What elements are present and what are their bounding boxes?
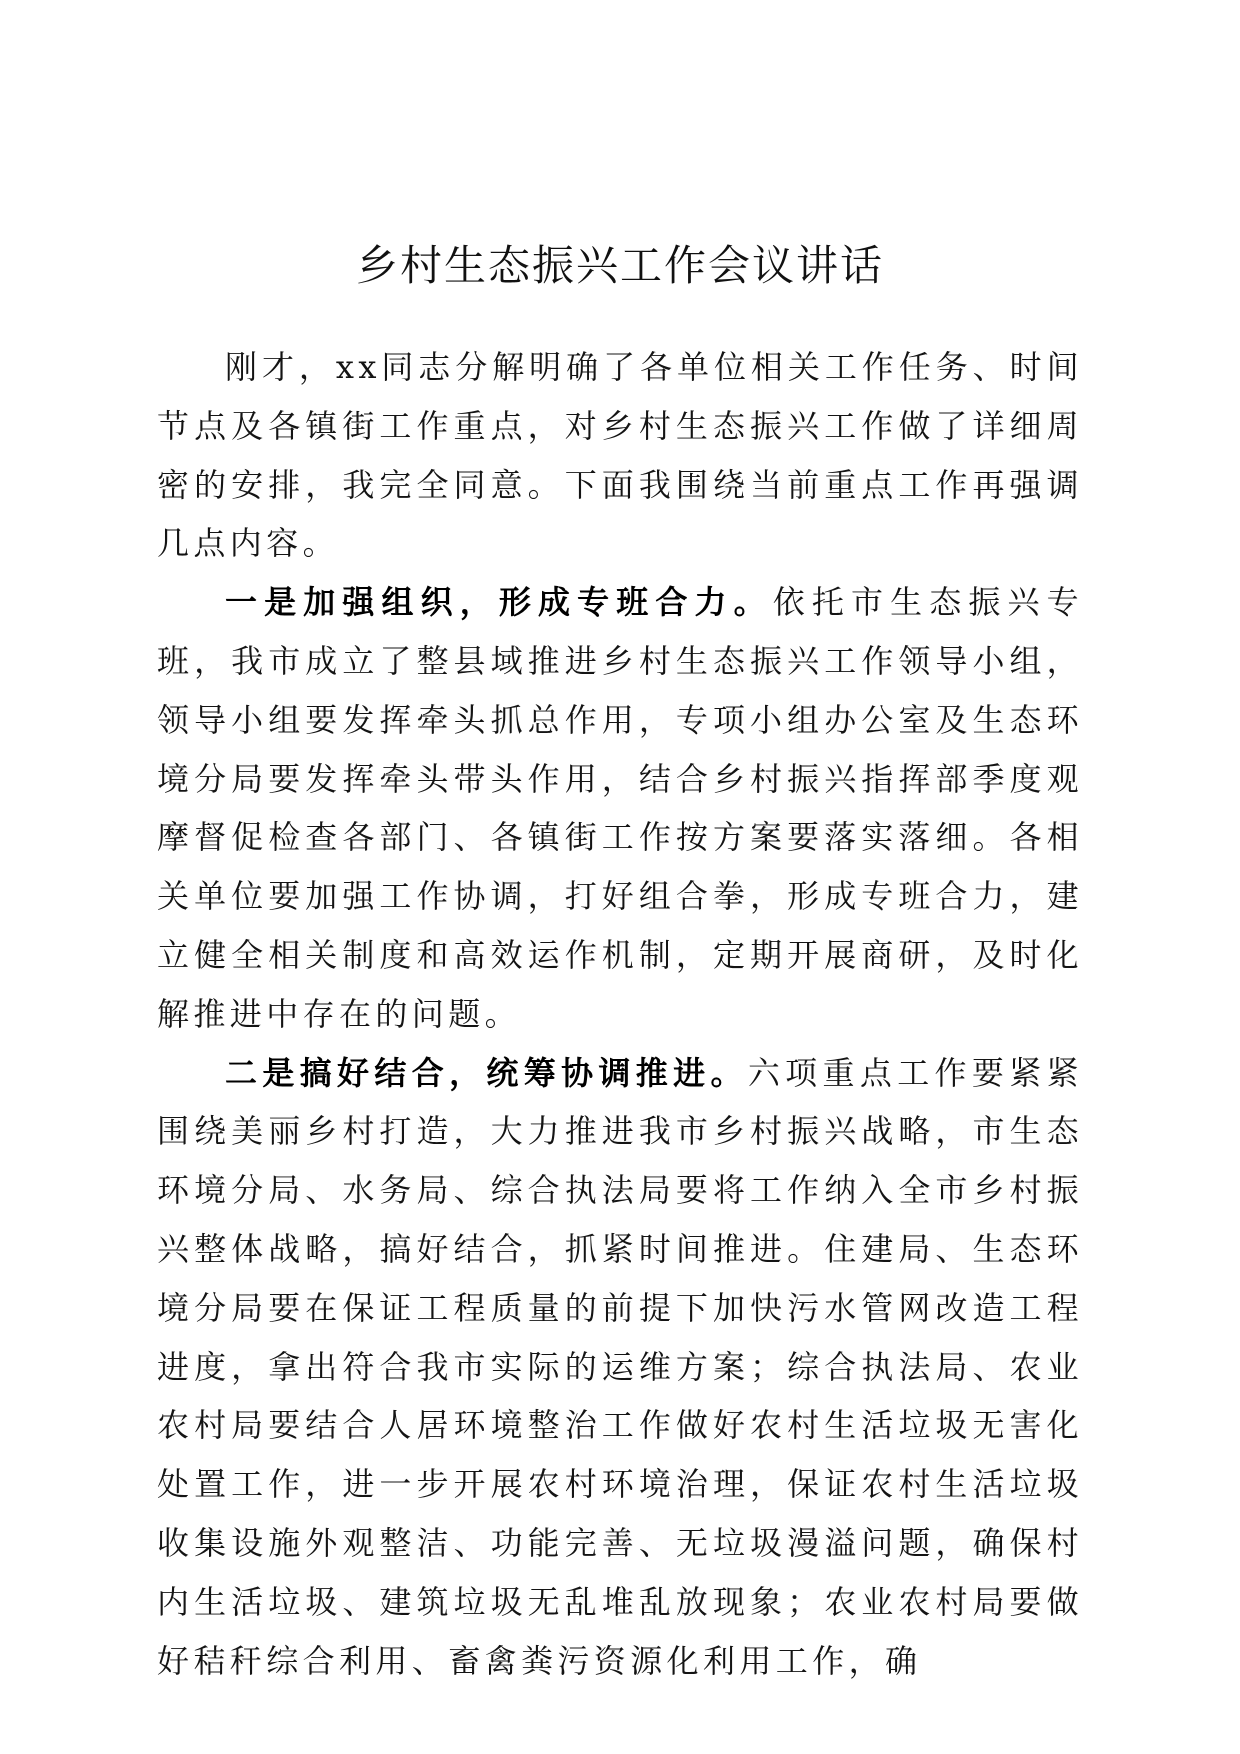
paragraph-heading: 二是搞好结合，统筹协调推进。 <box>225 1053 748 1092</box>
paragraph-intro <box>157 338 1083 573</box>
paragraph-point-one <box>157 573 1083 1043</box>
paragraph-point-two <box>157 1044 1083 1691</box>
paragraph-text: 依托市生态振兴专班，我市成立了整县域推进乡村生态振兴工作领导小组，领导小组要发挥牵头抓总作用，专项小组办公室及生态环境分局要发挥牵头带头作用，结合乡村振兴指挥部季度观摩督促检查各部门、各镇街工作按方案要落实落细。各相关单位要加强工作协调，打好组合拳，形成专班合力，建立健全相关制度和高效运作机制，定期开展商研，及时化解推进中存在的问题。 <box>157 583 1083 1033</box>
document-body <box>157 338 1083 1690</box>
paragraph-heading: 一是加强组织，形成专班合力。 <box>225 583 773 622</box>
page-title: 乡村生态振兴工作会议讲话 <box>355 241 884 290</box>
paragraph-text: 六项重点工作要紧紧围绕美丽乡村打造，大力推进我市乡村振兴战略，市生态环境分局、水务局、综合执法局要将工作纳入全市乡村振兴整体战略，搞好结合，抓紧时间推进。住建局、生态环境分局要在保证工程质量的前提下加快污水管网改造工程进度，拿出符合我市实际的运维方案；综合执法局、农业农村局要结合人居环境整治工作做好农村生活垃圾无害化处置工作，进一步开展农村环境治理，保证农村生活垃圾收集设施外观整洁、功能完善、无垃圾漫溢问题，确保村内生活垃圾、建筑垃圾无乱堆乱放现象；农业农村局要做好秸秆综合利用、畜禽粪污资源化利用工作，确 <box>157 1053 1083 1680</box>
paragraph-text: 刚才，xx同志分解明确了各单位相关工作任务、时间节点及各镇街工作重点，对乡村生态振兴工作做了详细周密的安排，我完全同意。下面我围绕当前重点工作再强调几点内容。 <box>157 348 1083 563</box>
